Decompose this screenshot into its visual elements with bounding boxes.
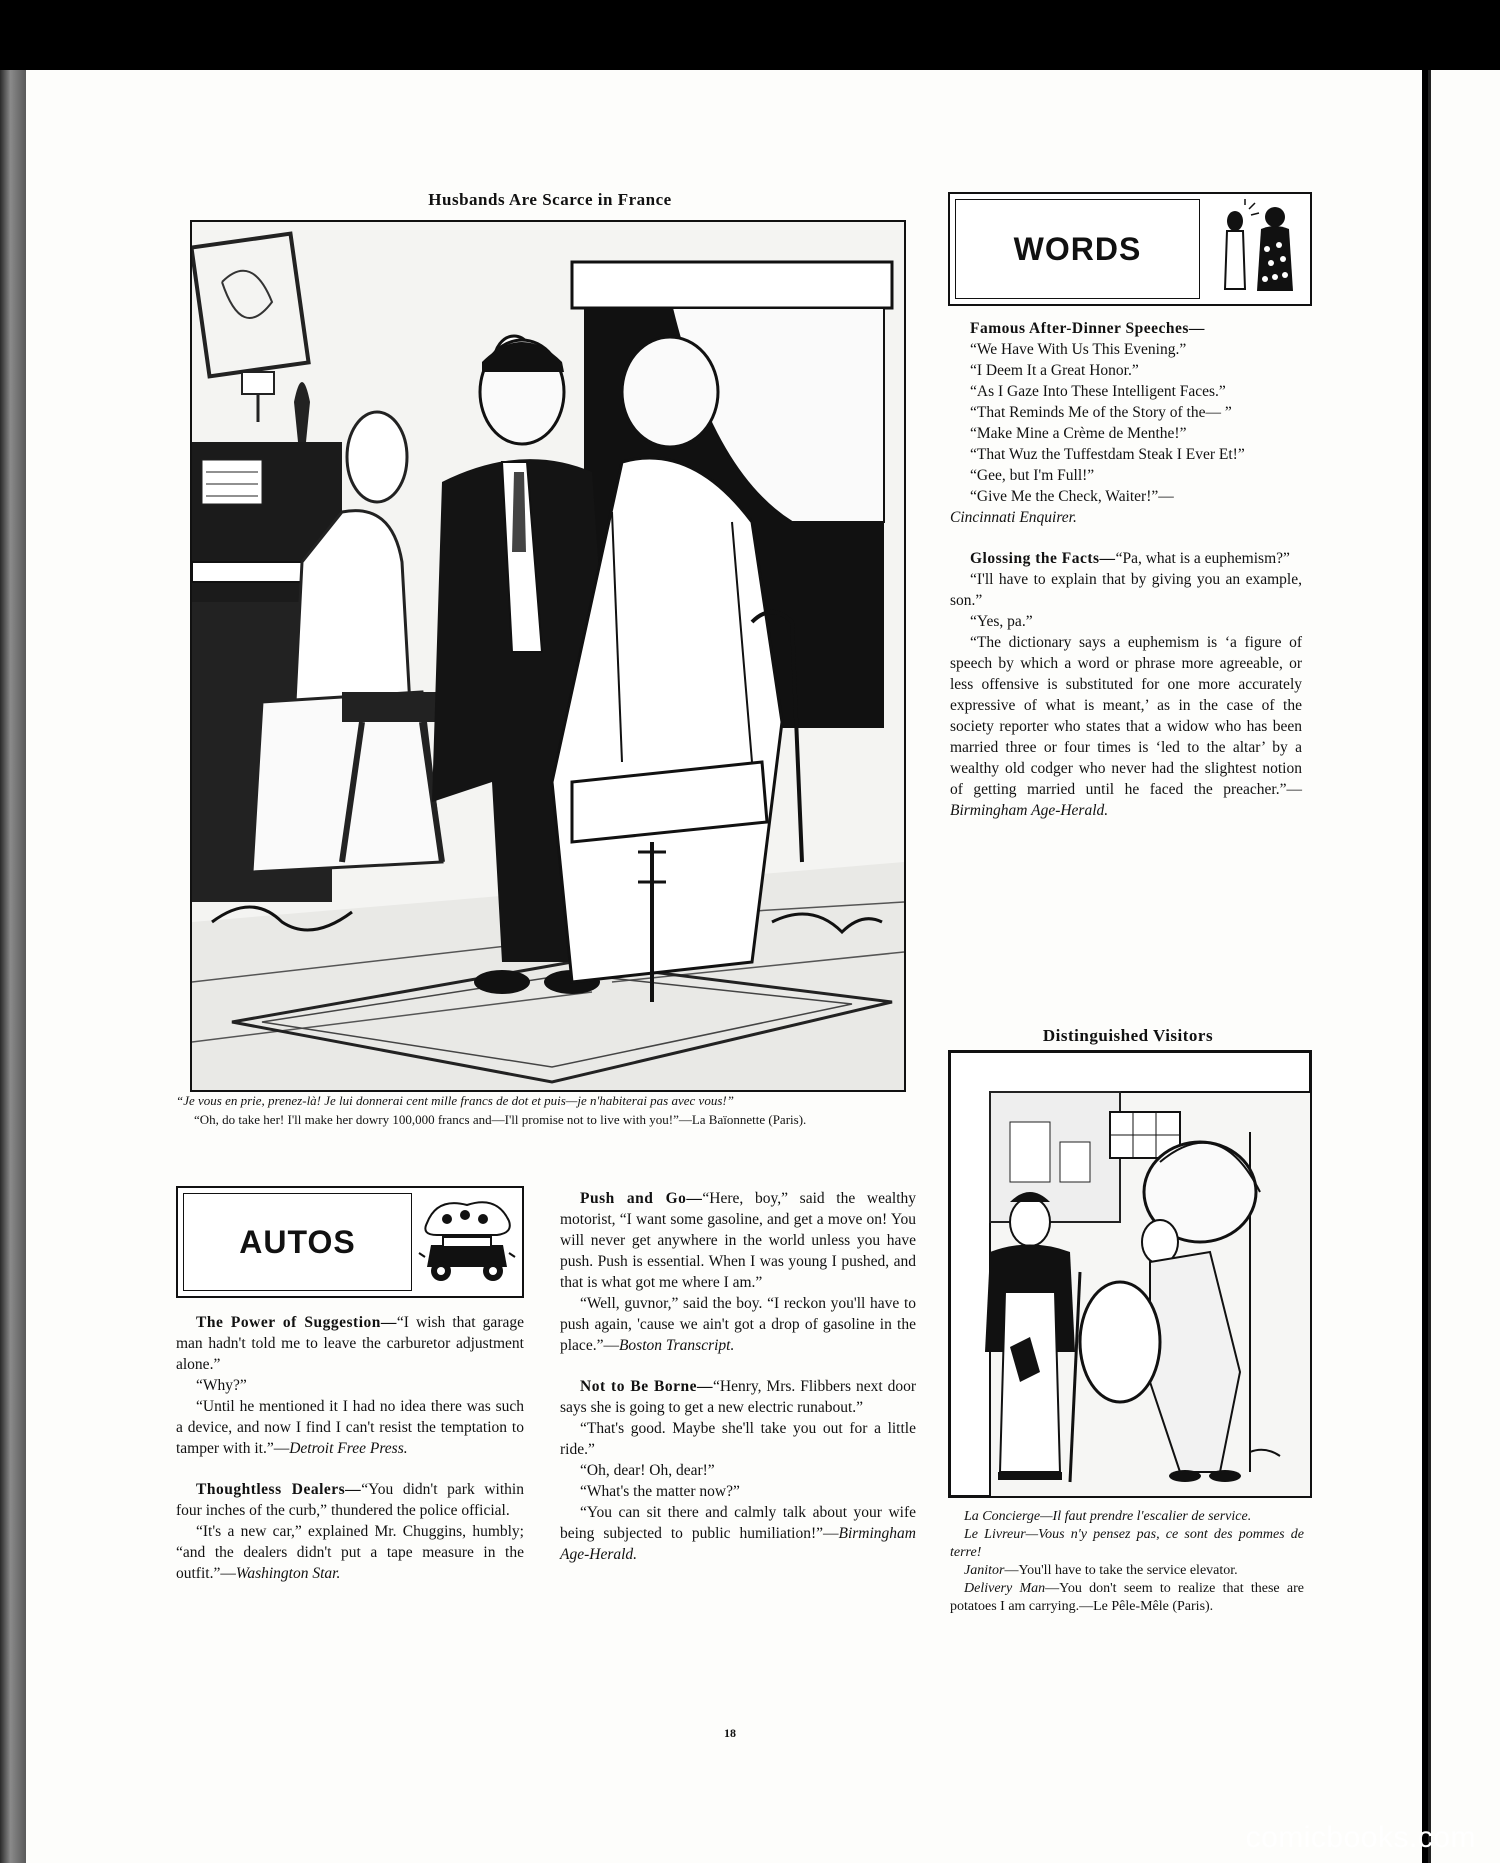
- dealers-title: Thoughtless Dealers—: [196, 1481, 362, 1498]
- autos-column-left: [176, 1312, 524, 1584]
- glossing-title: Glossing the Facts—: [970, 550, 1116, 567]
- watermark: comicbooks.com: [1245, 1821, 1476, 1854]
- visitors-line: —Il faut prendre l'escalier de service.: [1040, 1509, 1252, 1524]
- visitors-speaker: La Concierge: [964, 1509, 1041, 1524]
- visitors-speaker: Le Livreur: [964, 1527, 1026, 1542]
- glossing-source: Birmingham Age-Herald.: [950, 802, 1109, 819]
- speeches-title: Famous After-Dinner Speeches—: [970, 320, 1205, 337]
- suggestion-title: The Power of Suggestion—: [196, 1314, 397, 1331]
- suggestion-first-line: “I wish that garage man hadn't told me to leave the carburetor adjustment alone.”: [176, 1314, 524, 1373]
- borne-line: “You can sit there and calmly talk about your wife being subjected to public humiliation!”—: [560, 1504, 916, 1542]
- cartoon-visitors-illustration: [948, 1050, 1312, 1498]
- borne-first-line: “Henry, Mrs. Flibbers next door says she is going to get a new electric runabout.”: [560, 1378, 916, 1416]
- speech-line: “Gee, but I'm Full!”: [970, 467, 1095, 484]
- cartoon-main-caption: [176, 1092, 906, 1128]
- cartoon-main-drawing: [192, 222, 904, 1090]
- autos-heading-illustration: [417, 1193, 517, 1291]
- visitors-line: —You don't seem to realize that these are potatoes I am carrying.—Le Pêle-Mêle (Paris).: [950, 1581, 1305, 1614]
- binding-edge: [0, 70, 26, 1863]
- borne-title: Not to Be Borne—: [580, 1378, 714, 1395]
- cartoon-main-caption-english: “Oh, do take her! I'll make her dowry 100,000 francs and—I'll promise not to live with you!”—La Baïonnette (Paris).: [194, 1112, 807, 1127]
- suggestion-line: “Until he mentioned it I had no idea there was such a device, and now I find I can't resist the temptation to tamper with it.”—: [176, 1398, 524, 1457]
- visitors-line: —You'll have to take the service elevator.: [1004, 1563, 1238, 1578]
- push-title: Push and Go—: [580, 1190, 703, 1207]
- suggestion-line: “Why?”: [196, 1377, 247, 1394]
- borne-source: Birmingham Age-Herald.: [560, 1525, 916, 1563]
- glossing-line: “Yes, pa.”: [970, 613, 1033, 630]
- speech-line: “Make Mine a Crème de Menthe!”: [970, 425, 1187, 442]
- push-first-line: “Here, boy,” said the wealthy motorist, “I want some gasoline, and get a move on! You will never get anywhere in the world unless you have push. Push is essential. When I was young I pushed, and that is what got me where I am.”: [560, 1190, 916, 1291]
- next-page-edge: [1428, 70, 1500, 1863]
- borne-line: “That's good. Maybe she'll take you out for a little ride.”: [560, 1420, 916, 1458]
- cartoon-main-caption-french: “Je vous en prie, prenez-là! Je lui donnerai cent mille francs de dot et puis—je n'habiterai pas avec vous!”: [176, 1093, 734, 1108]
- visitors-speaker: Janitor: [964, 1563, 1005, 1578]
- dealers-first-line: “You didn't park within four inches of the curb,” thundered the police official.: [176, 1481, 524, 1519]
- push-source: Boston Transcript.: [618, 1337, 735, 1354]
- push-line: “Well, guvnor,” said the boy. “I reckon you'll have to push again, 'cause we ain't got a drop of gasoline in the place.”—: [560, 1295, 916, 1354]
- speech-line: “I Deem It a Great Honor.”: [970, 362, 1139, 379]
- dealers-line: “It's a new car,” explained Mr. Chuggins, humbly; “and the dealers didn't put a tape measure in the outfit.”—: [176, 1523, 524, 1582]
- words-section-heading: WORDS: [955, 199, 1200, 299]
- cartoon-visitors-drawing: [950, 1052, 1310, 1496]
- cartoon-visitors-caption: [950, 1508, 1304, 1616]
- autos-section-heading-box: [176, 1186, 524, 1298]
- speech-line: “Give Me the Check, Waiter!”—: [970, 488, 1174, 505]
- borne-line: “What's the matter now?”: [580, 1483, 740, 1500]
- words-column: [950, 318, 1302, 821]
- words-heading-illustration: [1205, 199, 1305, 299]
- glossing-line: “I'll have to explain that by giving you an example, son.”: [950, 571, 1302, 609]
- cartoon-main-title: Husbands Are Scarce in France: [428, 190, 672, 209]
- speech-line: “As I Gaze Into These Intelligent Faces.”: [970, 383, 1226, 400]
- autos-column-right: [560, 1188, 916, 1565]
- autos-section-heading: AUTOS: [183, 1193, 412, 1291]
- cartoon-main-illustration: [190, 220, 906, 1092]
- cartoon-visitors-title: Distinguished Visitors: [1042, 1026, 1214, 1045]
- glossing-first-line: “Pa, what is a euphemism?”: [1115, 550, 1290, 567]
- scan-top-border: [0, 0, 1500, 70]
- speech-line: “That Reminds Me of the Story of the— ”: [970, 404, 1232, 421]
- speech-line: “We Have With Us This Evening.”: [970, 341, 1187, 358]
- dealers-source: Washington Star.: [235, 1565, 341, 1582]
- visitors-line: —Vous n'y pensez pas, ce sont des pommes de terre!: [950, 1527, 1305, 1560]
- speeches-source: Cincinnati Enquirer.: [950, 509, 1077, 526]
- glossing-line: “The dictionary says a euphemism is ‘a figure of speech by which a word or phrase more agreeable, or less offensive is substituted for one more accurately expressive of what is meant,’ as in the case of the society reporter who states that a widow who has been married three or four times is ‘led to the altar’ by a wealthy old codger who never had the slightest notion of getting married until he faced the preacher.”—: [950, 634, 1302, 798]
- page-number: 18: [724, 1726, 736, 1740]
- visitors-speaker: Delivery Man: [964, 1581, 1046, 1596]
- speech-line: “That Wuz the Tuffestdam Steak I Ever Et!”: [970, 446, 1245, 463]
- suggestion-source: Detroit Free Press.: [289, 1440, 408, 1457]
- borne-line: “Oh, dear! Oh, dear!”: [580, 1462, 715, 1479]
- words-section-heading-box: [948, 192, 1312, 306]
